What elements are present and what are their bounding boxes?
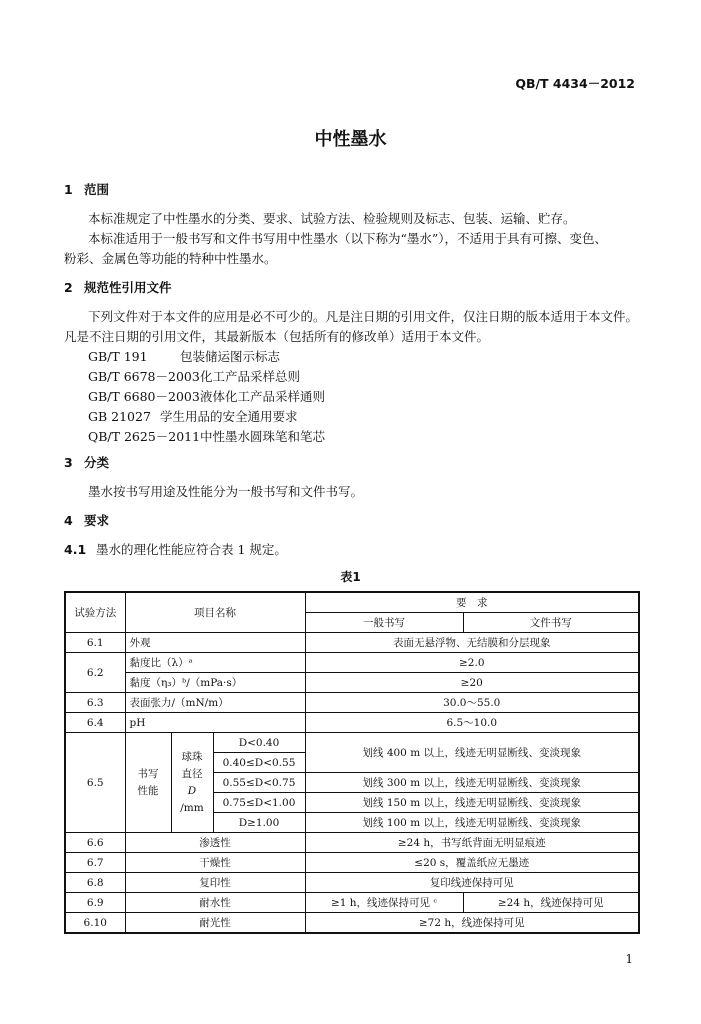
standard-code: QB/T 4434－2012 [515,76,635,91]
cell-item: 外观 [125,633,305,653]
header-requirement: 要 求 [305,592,639,613]
cell-method: 6.5 [65,733,125,833]
cell-diameter-range: 0.40≤D<0.55 [213,753,305,773]
reference-item [88,407,298,425]
cell-item: 黏度（η₃）ᵇ/（mPa·s） [125,673,305,693]
reference-name: 中性墨水圆珠笔和笔芯 [200,429,326,444]
reference-item [88,427,325,445]
cell-group-label [125,733,171,833]
paragraph: 粉彩、金属色等功能的特种中性墨水。 [64,251,277,266]
section-title: 分类 [84,455,110,470]
cell-requirement: 复印线迹保持可见 [305,873,639,893]
subclause-text: 墨水的理化性能应符合表 1 规定。 [96,542,287,557]
cell-diameter-range: D<0.40 [213,733,305,753]
cell-requirement-general: ≥1 h，线迹保持可见 ᶜ [305,893,463,913]
reference-item [88,367,300,385]
cell-diameter-range: D≥1.00 [213,813,305,833]
table-title: 表1 [340,570,361,584]
reference-code: GB/T 191 [88,349,148,364]
header-item-name: 项目名称 [125,592,305,633]
section-title: 要求 [84,513,110,528]
section-number: 2 [64,280,73,295]
subclause-4-1 [64,540,287,558]
table-row [65,633,639,653]
paragraph: 本标准适用于一般书写和文件书写用中性墨水（以下称为“墨水”），不适用于具有可擦、变色、 [88,231,608,246]
cell-item: 耐水性 [125,893,305,913]
table-row [65,693,639,713]
paragraph: 本标准规定了中性墨水的分类、要求、试验方法、检验规则及标志、包装、运输、贮存。 [88,211,576,226]
reference-name: 化工产品采样总则 [200,369,301,384]
cell-requirement: 表面无悬浮物、无结膜和分层现象 [305,633,639,653]
requirements-table [64,591,640,934]
ball-label-line: 直径 [181,767,203,780]
table-row [65,913,639,934]
reference-item [88,387,325,405]
cell-item: pH [125,713,305,733]
table-row [65,673,639,693]
section-number: 1 [64,182,73,197]
reference-code: GB 21027 [88,409,151,424]
table-row [65,893,639,913]
paragraph: 凡是不注日期的引用文件，其最新版本（包括所有的修改单）适用于本文件。 [64,329,490,344]
cell-requirement: ≥2.0 [305,653,639,673]
cell-method: 6.6 [65,833,125,853]
section-1-heading [64,180,109,198]
cell-requirement: ≥24 h，书写纸背面无明显痕迹 [305,833,639,853]
header-general-writing: 一般书写 [305,613,463,633]
table-row [65,873,639,893]
cell-item: 表面张力/（mN/m） [125,693,305,713]
reference-name: 包装储运图示标志 [180,349,281,364]
cell-diameter-range: 0.75≤D<1.00 [213,793,305,813]
section-title: 范围 [84,182,110,197]
section-number: 4 [64,513,73,528]
paragraph: 下列文件对于本文件的应用是必不可少的。凡是注日期的引用文件，仅注日期的版本适用于本文件。 [88,309,639,324]
cell-requirement: 划线 400 m 以上，线迹无明显断线、变淡现象 [305,733,639,773]
ball-label-line: /mm [180,801,204,814]
cell-item: 复印性 [125,873,305,893]
cell-item: 黏度比（λ）ᵃ [125,653,305,673]
cell-method: 6.7 [65,853,125,873]
paragraph: 墨水按书写用途及性能分为一般书写和文件书写。 [88,484,364,499]
group-label-line: 性能 [137,784,159,797]
section-4-heading [64,511,109,529]
cell-method: 6.3 [65,693,125,713]
cell-requirement: ≥20 [305,673,639,693]
reference-name: 液体化工产品采样通则 [200,389,326,404]
reference-item [88,347,280,365]
table-row [65,733,639,753]
cell-method: 6.1 [65,633,125,653]
cell-requirement: 划线 300 m 以上，线迹无明显断线、变淡现象 [305,773,639,793]
page-number: 1 [625,952,633,966]
section-2-heading [64,278,172,296]
section-3-heading [64,453,109,471]
cell-method: 6.9 [65,893,125,913]
cell-diameter-range: 0.55≤D<0.75 [213,773,305,793]
cell-requirement: ≥72 h，线迹保持可见 [305,913,639,934]
cell-requirement: 划线 100 m 以上，线迹无明显断线、变淡现象 [305,813,639,833]
group-label-line: 书写 [137,767,159,780]
reference-name: 学生用品的安全通用要求 [160,409,298,424]
cell-requirement: 30.0～55.0 [305,693,639,713]
header-test-method: 试验方法 [65,592,125,633]
cell-requirement-document: ≥24 h，线迹保持可见 [463,893,639,913]
table-row [65,653,639,673]
cell-ball-diameter [171,733,213,833]
cell-method: 6.2 [65,653,125,693]
section-title: 规范性引用文件 [84,280,172,295]
section-number: 3 [64,455,73,470]
reference-code: QB/T 2625－2011 [88,429,201,444]
cell-requirement: ≤20 s，覆盖纸应无墨迹 [305,853,639,873]
cell-requirement: 6.5～10.0 [305,713,639,733]
reference-code: GB/T 6678－2003 [88,369,200,384]
cell-method: 6.4 [65,713,125,733]
table-header-row [65,592,639,613]
table-row [65,713,639,733]
subclause-number: 4.1 [64,542,87,557]
cell-item: 干燥性 [125,853,305,873]
ball-label-line: D [187,784,197,797]
table-row [65,853,639,873]
header-document-writing: 文件书写 [463,613,639,633]
cell-item: 耐光性 [125,913,305,934]
cell-item: 渗透性 [125,833,305,853]
cell-method: 6.8 [65,873,125,893]
cell-method: 6.10 [65,913,125,934]
document-title: 中性墨水 [314,129,387,150]
table-row [65,833,639,853]
reference-code: GB/T 6680－2003 [88,389,200,404]
ball-label-line: 球珠 [181,750,203,763]
cell-requirement: 划线 150 m 以上，线迹无明显断线、变淡现象 [305,793,639,813]
